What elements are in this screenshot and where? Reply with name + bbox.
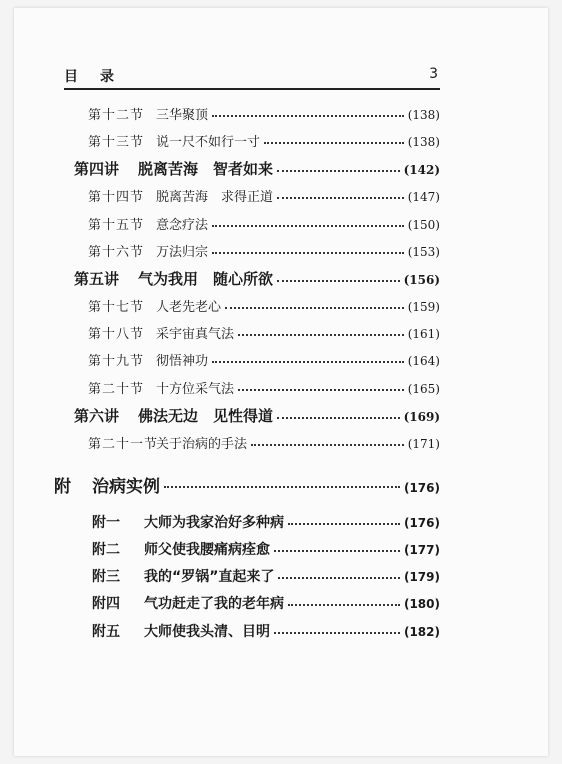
leader-dots [288, 523, 400, 525]
toc-entry-title: 气为我用 随心所欲 [138, 270, 274, 288]
toc-entry-label: 第十二节 [88, 108, 145, 123]
toc-entry [54, 472, 440, 497]
toc-entry-page: (138) [407, 108, 440, 122]
toc-entry [92, 593, 440, 613]
leader-dots [212, 225, 404, 227]
toc-entry [88, 131, 440, 150]
toc-entry-label: 第十六节 [88, 245, 145, 260]
toc-entry-page: (165) [407, 382, 440, 396]
toc-entry-label: 第五讲 [74, 270, 120, 288]
toc-entry-page: (159) [407, 300, 440, 314]
leader-dots [212, 115, 404, 117]
toc-entry [88, 104, 440, 123]
leader-dots [274, 550, 400, 552]
header-title: 目录 [64, 69, 136, 85]
toc-entry-page: (176) [403, 481, 440, 495]
toc-entry [92, 512, 440, 532]
leader-dots [277, 417, 400, 419]
header-rule [64, 88, 440, 90]
toc-entry-page: (138) [407, 135, 440, 149]
toc-entry-page: (161) [407, 327, 440, 341]
toc-entry-page: (153) [407, 245, 440, 259]
toc-entry-title: 气功赶走了我的老年病 [144, 596, 284, 612]
toc-entry-label: 附四 [92, 596, 120, 612]
toc-entry-page: (169) [403, 410, 440, 424]
toc-entry-label: 附二 [92, 542, 120, 558]
toc-entry-label: 附 [54, 477, 71, 497]
toc-entry-page: (164) [407, 354, 440, 368]
toc-entry-page: (180) [403, 597, 440, 611]
leader-dots [278, 577, 400, 579]
toc-entry-page: (177) [403, 543, 440, 557]
header-page-number: 3 [429, 66, 438, 82]
toc-entry-page: (171) [407, 437, 440, 451]
toc-entry-title: 说一尺不如行一寸 [156, 135, 261, 150]
leader-dots [277, 197, 404, 199]
toc-entry-label: 第六讲 [74, 407, 120, 425]
leader-dots [277, 280, 400, 282]
toc-entry-page: (179) [403, 570, 440, 584]
toc-entry-label: 附一 [92, 515, 120, 531]
leader-dots [274, 632, 400, 634]
toc-entry-label: 第四讲 [74, 160, 120, 178]
toc-entry [88, 323, 440, 342]
toc-entry-title: 治病实例 [92, 477, 160, 497]
toc-entry-label: 第十四节 [88, 190, 145, 205]
toc-entry-title: 大师为我家治好多种病 [144, 515, 284, 531]
toc-entry-title: 我的“罗锅”直起来了 [144, 569, 275, 585]
leader-dots [264, 142, 404, 144]
toc-entry [74, 268, 440, 289]
toc-entry [88, 214, 440, 233]
leader-dots [212, 252, 404, 254]
toc-entry-label: 第二十一节 [88, 437, 159, 452]
toc-entry-title: 万法归宗 [156, 245, 209, 260]
leader-dots [238, 334, 404, 336]
toc-entry-title: 采宇宙真气法 [156, 327, 235, 342]
leader-dots [164, 486, 400, 488]
toc-entry-label: 附三 [92, 569, 120, 585]
toc-entry-title: 人老先老心 [156, 300, 222, 315]
toc-entry-label: 第十三节 [88, 135, 145, 150]
toc-entry [74, 405, 440, 426]
toc-entry-label: 第二十节 [88, 382, 145, 397]
toc-entry-page: (150) [407, 218, 440, 232]
toc-entry [92, 566, 440, 586]
toc-entry-label: 第十五节 [88, 218, 145, 233]
toc-entry [88, 350, 440, 369]
toc-entry-page: (176) [403, 516, 440, 530]
toc-entry-page: (156) [403, 273, 440, 287]
page-header [64, 66, 440, 86]
toc-entry-title: 师父使我腰痛病痊愈 [144, 542, 270, 558]
toc-entry [92, 621, 440, 641]
toc-entry-page: (182) [403, 625, 440, 639]
toc-entry-label: 附五 [92, 624, 120, 640]
toc-entry-page: (142) [403, 163, 440, 177]
leader-dots [225, 307, 404, 309]
toc-entry-title: 脱离苦海 求得正道 [156, 190, 274, 205]
toc-entry-label: 第十七节 [88, 300, 145, 315]
toc-entry [88, 378, 440, 397]
leader-dots [251, 444, 404, 446]
toc-entry [74, 158, 440, 179]
toc-entry-label: 第十八节 [88, 327, 145, 342]
leader-dots [277, 170, 400, 172]
toc-entry-title: 意念疗法 [156, 218, 209, 233]
toc-entry-page: (147) [407, 190, 440, 204]
toc-entry-title: 关于治病的手法 [156, 437, 248, 452]
toc-entry-title: 脱离苦海 智者如来 [138, 160, 274, 178]
toc-entry [88, 186, 440, 205]
toc-entry-title: 三华聚顶 [156, 108, 209, 123]
leader-dots [288, 604, 400, 606]
toc-entry-title: 佛法无边 见性得道 [138, 407, 274, 425]
leader-dots [238, 389, 404, 391]
toc-entry [88, 433, 440, 452]
toc-entry [88, 241, 440, 260]
toc-entry [92, 539, 440, 559]
leader-dots [212, 361, 404, 363]
toc-entry-title: 十方位采气法 [156, 382, 235, 397]
toc-entry [88, 296, 440, 315]
toc-entry-title: 彻悟神功 [156, 354, 209, 369]
toc-entry-title: 大师使我头清、目明 [144, 624, 270, 640]
toc-entry-label: 第十九节 [88, 354, 145, 369]
